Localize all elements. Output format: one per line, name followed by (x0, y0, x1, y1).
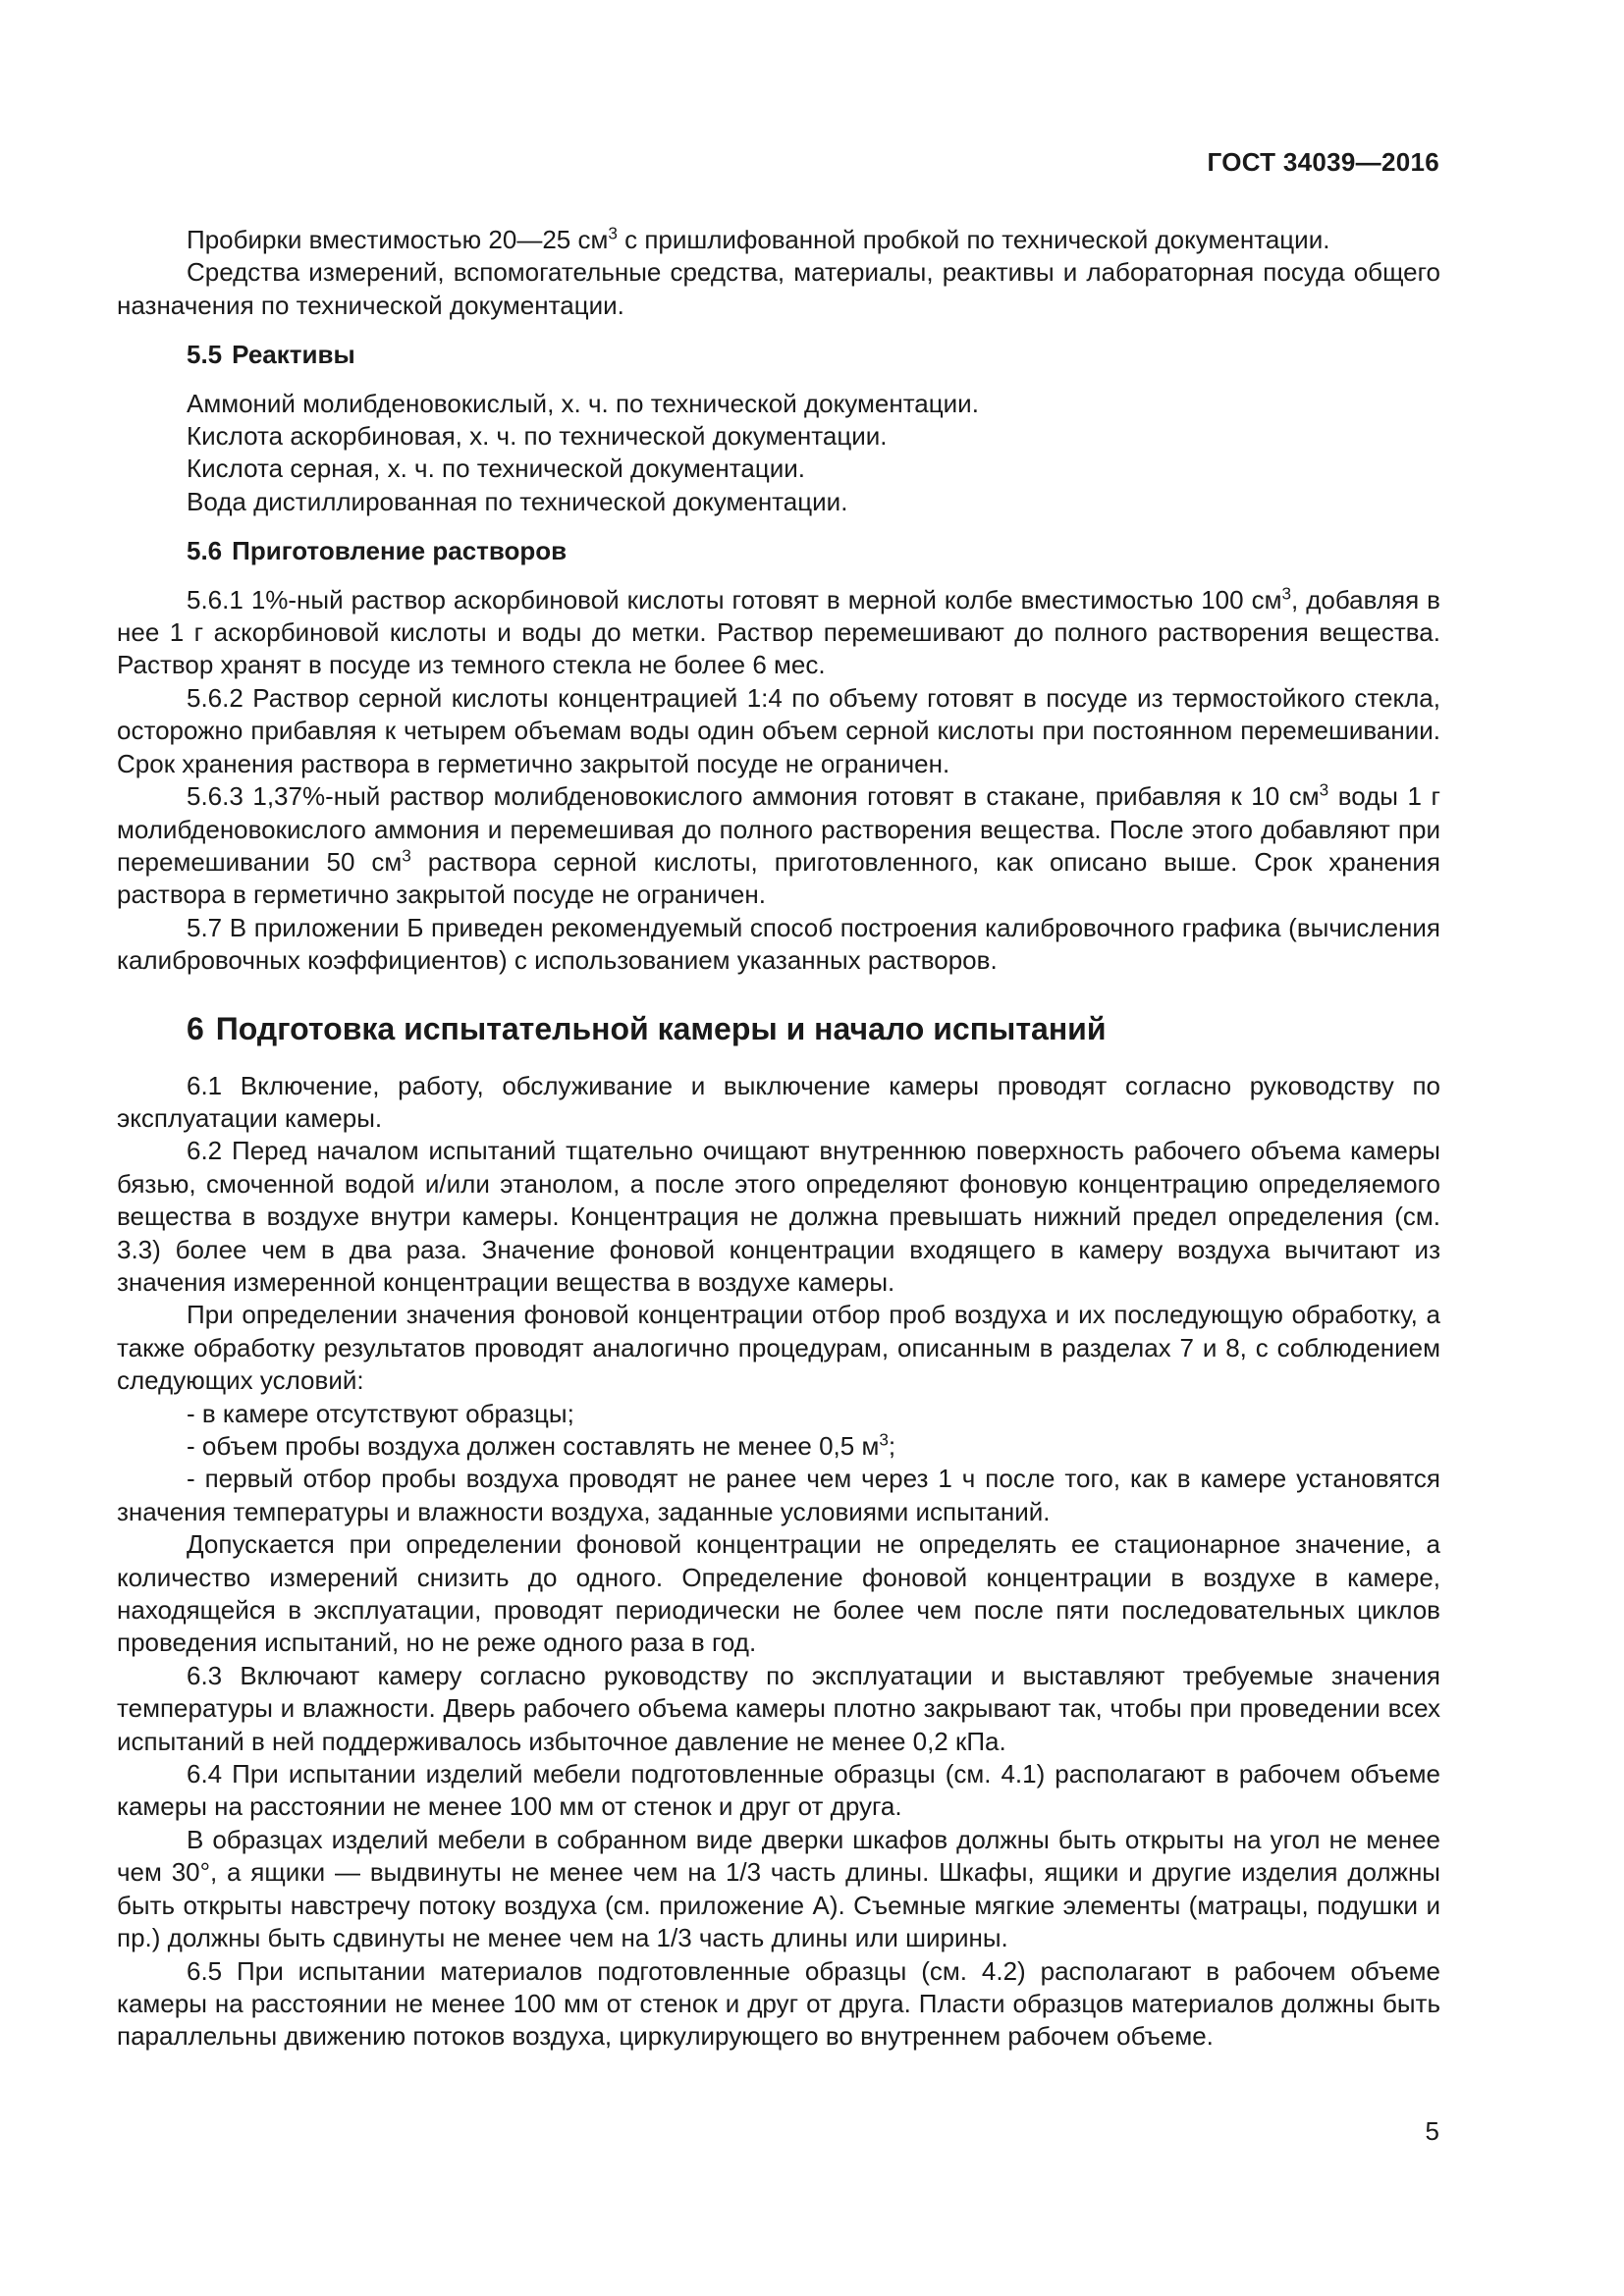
paragraph: 6.1 Включение, работу, обслуживание и выключение камеры проводят согласно руководству по эксплуатации камеры. (117, 1070, 1440, 1133)
paragraph: Пробирки вместимостью 20—25 $см^3$ с пришлифованной пробкой по технической документации. (187, 223, 1330, 254)
paragraph: 6.5 При испытании материалов подготовленные образцы (см. 4.2) располагают в рабочем объеме камеры на расстоянии не менее 100 мм от стенок и друг от друга. Пласти образцов материалов должны быть параллельны движению потоков воздуха, циркулирующего во внутреннем рабочем объеме. (117, 1955, 1440, 2052)
paragraph: Допускается при определении фоновой концентрации не определять ее стационарное значение, а количество измерений снизить до одного. Определение фоновой концентрации в воздухе в камере, находящейся в эксплуатации, проводят периодически не более чем после пяти последовательных циклов проведения испытаний, но не реже одного раза в год. (117, 1529, 1440, 1658)
list-line: Вода дистиллированная по технической документации. (187, 486, 848, 516)
heading-number: 5.6 (187, 536, 223, 566)
paragraph: 6.2 Перед началом испытаний тщательно очищают внутреннюю поверхность рабочего объема камеры бязью, смоченной водой и/или этанолом, а после этого определяют фоновую концентрацию определяемого вещества в воздухе внутри камеры. Концентрация не должна превышать нижний предел определения (см. 3.3) более чем в два раза. Значение фоновой концентрации входящего в камеру воздуха вычитают из значения измеренной концентрации вещества в воздухе камеры. (117, 1136, 1440, 1297)
paragraph: - в камере отсутствуют образцы; (187, 1398, 574, 1428)
paragraph: 5.6.1 1%-ный раствор аскорбиновой кислоты готовят в мерной колбе вместимостью 100 $см^3$, добавляя в нее 1 г аскорбиновой кислоты и воды до метки. Раствор перемешивают до полного растворения вещества. Раствор хранят в посуде из темного стекла не более 6 мес. (117, 583, 1440, 680)
paragraph: Средства измерений, вспомогательные средства, материалы, реактивы и лабораторная посуда общего назначения по технической документации. (117, 257, 1440, 320)
document-body (117, 224, 1440, 2054)
paragraph: - объем пробы воздуха должен составлять не менее 0,5 $м^3$; (187, 1429, 896, 1461)
paragraph: 5.6.2 Раствор серной кислоты концентрацией 1:4 по объему готовят в посуде из термостойкого стекла, осторожно прибавляя к четырем объемам воды один объем серной кислоты при постоянном перемешивании. Срок хранения раствора в герметично закрытой посуде не ограничен. (117, 682, 1440, 778)
heading-number: 5.5 (187, 340, 223, 370)
section-heading (117, 1009, 1440, 1048)
heading-number: 6 (187, 1010, 204, 1046)
subsection-heading (117, 339, 1440, 371)
paragraph: При определении значения фоновой концентрации отбор проб воздуха и их последующую обработку, а также обработку результатов проводят аналогично процедурам, описанным в разделах 7 и 8, с соблюдением следующих условий: (117, 1300, 1440, 1396)
list-line: Кислота аскорбиновая, х. ч. по технической документации. (187, 421, 888, 452)
paragraph: В образцах изделий мебели в собранном виде дверки шкафов должны быть открыты на угол не менее чем 30°, а ящики — выдвинуты не менее чем на 1/3 часть длины. Шкафы, ящики и другие изделия должны быть открыты навстречу потоку воздуха (см. приложение А). Съемные мягкие элементы (матрацы, подушки и пр.) должны быть сдвинуты не менее чем на 1/3 часть длины или ширины. (117, 1824, 1440, 1953)
page-number: 5 (1425, 2116, 1439, 2146)
heading-title: Реактивы (232, 340, 355, 370)
paragraph: 6.4 При испытании изделий мебели подготовленные образцы (см. 4.1) располагают в рабочем объеме камеры на расстоянии не менее 100 мм от стенок и друг от друга. (117, 1759, 1440, 1822)
paragraph: - первый отбор пробы воздуха проводят не ранее чем через 1 ч после того, как в камере установятся значения температуры и влажности воздуха, заданные условиями испытаний. (117, 1464, 1440, 1526)
document-code: ГОСТ 34039—2016 (1207, 147, 1439, 177)
subsection-heading (117, 535, 1440, 567)
paragraph: 5.7 В приложении Б приведен рекомендуемый способ построения калибровочного графика (вычисления калибровочных коэффициентов) с использованием указанных растворов. (117, 912, 1440, 976)
paragraph: 5.6.3 1,37%-ный раствор молибденовокислого аммония готовят в стакане, прибавляя к 10 $см^3$ воды 1 г молибденовокислого аммония и перемешивая до полного растворения вещества. После этого добавляют при перемешивании 50 $см^3$ раствора серной кислоты, приготовленного, как описано выше. Срок хранения раствора в герметично закрытой посуде не ограничен. (117, 779, 1440, 910)
heading-title: Приготовление растворов (232, 536, 568, 566)
paragraph: 6.3 Включают камеру согласно руководству по эксплуатации и выставляют требуемые значения температуры и влажности. Дверь рабочего объема камеры плотно закрывают так, чтобы при проведении всех испытаний в ней поддерживалось избыточное давление не менее 0,2 кПа. (117, 1660, 1440, 1756)
heading-title: Подготовка испытательной камеры и начало испытаний (215, 1010, 1107, 1046)
list-line: Кислота серная, х. ч. по технической документации. (187, 454, 805, 484)
list-line: Аммоний молибденовокислый, х. ч. по технической документации. (187, 388, 979, 418)
